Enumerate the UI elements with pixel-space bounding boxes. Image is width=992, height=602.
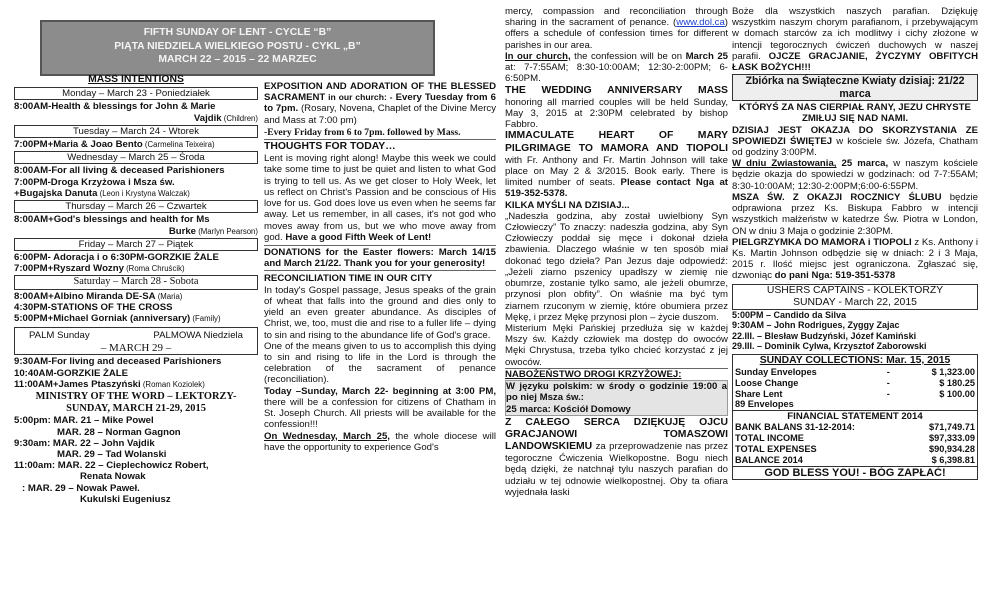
collection-cell: $ 180.25 <box>939 377 975 388</box>
ministry-line: 9:30am: MAR. 22 – John Vajdik <box>14 437 155 449</box>
collection-cell: - <box>886 377 890 388</box>
confession-today-text: w kościele św. Józefa, Chatham od godziny 3:00PM. <box>732 135 978 158</box>
intention-text: 8:00AM-Health & blessings for John & Marie <box>14 101 216 113</box>
ushers-box <box>732 284 978 310</box>
stations-line2: 25 marca: Kościół Domowy <box>506 403 631 415</box>
intention-line <box>14 177 258 188</box>
collection-cell: 89 Envelopes <box>735 399 794 410</box>
intention-text: +Bugajska Danuta <box>14 187 98 199</box>
ushers-list <box>732 310 978 352</box>
intention-text: 4:30PM-STATIONS OF THE CROSS <box>14 301 173 313</box>
wedding-block <box>505 85 728 131</box>
collection-cell: $ 100.00 <box>939 388 975 399</box>
intention-line <box>14 188 258 199</box>
mass-intentions-title: MASS INTENTIONS <box>88 74 184 85</box>
intention-text: 7:00PM+Maria & Joao Bento <box>14 139 143 151</box>
palm-date: – MARCH 29 – <box>100 341 172 354</box>
financial-cell: $ 6,398.81 <box>931 454 975 465</box>
ministry-line: Kukulski Eugeniusz <box>80 493 171 505</box>
reconciliation-p3-bold: Today –Sunday, March 22- beginning at 3:00 PM, <box>264 385 496 397</box>
thoughts-text <box>264 153 496 243</box>
anniversary-mass-title: MSZA ŚW. Z OKAZJI ROCZNICY ŚLUBU <box>732 191 942 203</box>
reconciliation-p3 <box>264 386 496 431</box>
header-line1: FIFTH SUNDAY OF LENT - CYCLE “B” <box>143 27 332 38</box>
thoughts-title: THOUGHTS FOR TODAY… <box>264 139 496 153</box>
intention-text: Burke <box>168 225 197 237</box>
exposition-in: in our church: - <box>325 92 393 103</box>
reconciliation-p4-date: On Wednesday, March 25, <box>264 430 390 442</box>
intention-sponsor: (Family) <box>190 314 221 324</box>
intention-text: 8:00AM+God's blessings and health for Ms <box>14 214 210 226</box>
day-header: Thursday – March 26 – Czwartek <box>14 200 258 213</box>
mass-intentions-column <box>14 18 258 505</box>
collection-row <box>733 389 977 400</box>
header-line2: PIĄTA NIEDZIELA WIELKIEGO POSTU - CYKL „B” <box>114 40 361 52</box>
reconciliation-p3-text: there will be a confession for citizens of Chatham in St. Joseph Church. All priests will be available for the confession!!! <box>264 396 496 431</box>
intention-text: 6:00PM- Adoracja i o 6:30PM-GORZKIE ŻALE <box>14 252 219 264</box>
intention-line <box>14 214 258 225</box>
confession-today-bold: DZISIAJ JEST OKAZJA DO SKORZYSTANIA ZE SPOWIEDZI ŚWIĘTEJ <box>732 124 978 147</box>
financial-cell: $90,934.28 <box>929 443 975 454</box>
column-four <box>732 6 978 481</box>
header-line3: MARCH 22 – 2015 – 22 MARZEC <box>158 54 317 66</box>
collections-table <box>733 367 977 410</box>
blessing: GOD BLESS YOU! - BÓG ZAPŁAĆ! <box>733 466 977 480</box>
stations-title: NABOŻEŃSTWO DROGI KRZYŻOWEJ: <box>505 368 728 380</box>
collection-cell: - <box>886 367 890 378</box>
day-header: Friday – March 27 – Piątek <box>14 238 258 251</box>
thanks-text: za przeprowadzenie nas przez tegoroczne Ćwiczenia Wielkopostne. Bogu niech będą dzięki, że natchnął tylu naszych parafian do udziału w tej odnowie wielkopostnej. Oby ta ofiara wyjednała łaski <box>505 441 728 498</box>
collections-box <box>732 354 978 480</box>
intention-text: 7:00PM-Droga Krzyżowa i Msza św. <box>14 176 175 188</box>
ministry-line: : MAR. 29 – Nowak Paweł. <box>22 482 140 494</box>
church-confession-times: at: 7-7:55AM; 8:30-10:00AM; 12:30-2:00PM; 6-6:50PM. <box>505 62 728 85</box>
kilka-title: KILKA MYŚLI NA DZISIAJ... <box>505 199 630 211</box>
intention-line <box>14 113 258 124</box>
ktory-line: KTÓRYŚ ZA NAS CIERPIAŁ RANY, JEZU CHRYSTE ZMIŁUJ SIĘ NAD NAMI. <box>739 102 971 125</box>
ministry-line: MAR. 28 – Norman Gagnon <box>57 426 181 438</box>
intention-sponsor: (Roma Chruścik) <box>123 264 185 274</box>
intention-text: 8:00AM+Albino Miranda DE-SA <box>14 290 156 302</box>
ministry-title: MINISTRY OF THE WORD – LEKTORZY- <box>35 391 237 403</box>
confession-cont <box>505 6 728 51</box>
usher-line: 5:00PM – Candido da Silva <box>732 309 847 320</box>
palm-sunday-box <box>14 327 258 355</box>
financial-cell: BALANCE 2014 <box>735 454 803 465</box>
exposition-title: EXPOSITION AND ADORATION OF THE BLESSED SACRAMENT <box>264 81 496 104</box>
intention-line <box>14 139 258 150</box>
kilka-p1: „Nadeszła godzina, aby został uwielbiony Syn Człowieczy” To znaczy: nadeszła godzina, aby Syn Człowieczy poddał się męce i dokonał dzieła zbawienia. Dlaczego właśnie w ten sposób miał dokonać tego dzieła? Pan Jezus daje odpowiedź: „Jeżeli ziarno pszenicy upadłszy w ziemię nie obumrze, zostanie tylko samo, ale jeżeli obumrze, przynosi plon obfity”. On właśnie ma być tym ziarnem rzuconym w ziemię, które obumiera przez Mękę, i przez Mękę przynosi plon – życie duszom. <box>505 210 728 323</box>
ushers-date: SUNDAY - March 22, 2015 <box>793 296 917 308</box>
annunciation-date: 25 marca, <box>836 158 889 170</box>
day-header: Saturday – March 28 - Sobota <box>14 275 258 289</box>
pilgrimage-text: with Fr. Anthony and Fr. Martin Johnson will take place on May 2 & 3/2015. Book early. There is limited number of seats. <box>505 154 728 189</box>
intention-line <box>14 313 258 324</box>
financial-row <box>733 444 977 455</box>
ministry-line: MAR. 29 – Tad Wolanski <box>57 449 167 461</box>
ministry-line: 5:00pm: MAR. 21 – Mike Powel <box>14 415 154 427</box>
kilka-p2: Misterium Męki Pańskiej przedłuża się w każdej Mszy św. Każdy człowiek ma dostęp do owoców Męki Chrystusa, trzeba tylko chcieć korzystać z jej owoców. <box>505 322 728 368</box>
financial-table <box>733 422 977 465</box>
collection-cell <box>882 399 894 410</box>
church-confession-lead: In our church, <box>505 50 571 62</box>
wedding-title: THE WEDDING ANNIVERSARY MASS <box>505 84 728 96</box>
intention-line <box>14 252 258 263</box>
collection-row <box>733 367 977 378</box>
palm-lines <box>14 356 258 390</box>
pilgrimage-title: IMMACULATE HEART OF MARY PILGRIMAGE TO MAMORA AND TIOPOLI <box>505 130 728 154</box>
annunciation-lead: W dniu Zwiastowania, <box>732 158 837 170</box>
financial-row <box>733 455 977 466</box>
collection-cell: Sunday Envelopes <box>735 367 817 378</box>
confession-cont-text2: ) offers a schedule of confession times for different parishes in our area. <box>505 17 728 51</box>
pilgrimage-block <box>505 130 728 199</box>
intention-sponsor: (Marlyn Pearson) <box>196 226 258 236</box>
church-confession-text: the confession will be on <box>570 50 686 62</box>
intention-line <box>14 226 258 237</box>
palm-line <box>14 356 258 367</box>
intention-text: 5:00PM+Michael Gorniak (anniversary) <box>14 313 191 325</box>
annunciation-text: w naszym kościele będzie okazja do spowiedzi w godzinach: od 7-7:55AM; 8:30-10:00AM; 12:30-2:00PM;6:00-6:55PM. <box>732 158 978 192</box>
pilgrimage-pl-text: z Ks. Anthony i Ks. Martin Johnson odbędzie się w dniach: 2 i 3 Maja, 2015 r. Ilość miejsc jest ograniczona. Zgłaszać się, dzwoniąc <box>732 236 978 282</box>
financial-title: FINANCIAL STATEMENT 2014 <box>733 410 977 422</box>
palm-text: 11:00AM+James Ptaszyński <box>14 378 141 390</box>
day-header: Wednesday – March 25 – Środa <box>14 151 258 164</box>
anniversary-mass <box>732 192 978 237</box>
intention-sponsor: (Leon i Krystyna Walczak) <box>97 188 190 198</box>
usher-line: 22.III. – Blesław Budzyński, Józef Kamiński <box>732 330 917 341</box>
diocese-link[interactable]: www.dol.ca <box>676 17 725 29</box>
day-header: Tuesday – March 24 - Wtorek <box>14 125 258 138</box>
confession-cont-text: mercy, compassion and reconciliation through sharing in the sacrament of penance. ( <box>505 6 728 29</box>
collection-cell <box>894 399 977 410</box>
intention-line <box>14 165 258 176</box>
palm-right: PALMOWA Niedziela <box>153 330 243 342</box>
column-three <box>505 6 728 498</box>
exposition-friday: -Every Friday from 6 to 7pm. followed by Mass. <box>264 126 461 138</box>
palm-line <box>14 368 258 379</box>
intention-line <box>14 263 258 274</box>
intention-line <box>14 302 258 313</box>
thanks-block <box>505 417 728 498</box>
exposition-tuesday-detail: (Rosary, Novena, Chaplet of the Divine Mercy and Mass at 7:00 pm) <box>264 103 496 126</box>
thoughts-bold: Have a good Fifth Week of Lent! <box>285 231 432 243</box>
ministry-line: 11:00am: MAR. 22 – Cieplechowicz Robert, <box>14 460 209 472</box>
collection-cell: - <box>886 388 890 399</box>
exposition-tuesday: Every Tuesday from 6 to 7pm. <box>264 92 496 115</box>
palm-text: 10:40AM-GORZKIE ŻALE <box>14 367 129 379</box>
confession-today <box>732 125 978 159</box>
donations: DONATIONS for the Easter flowers: March 14/15 and March 21/22. Thank you for your generosity! <box>264 245 496 271</box>
reconciliation-p4-text: the whole diocese will have the opportunity to experience God's <box>264 430 496 453</box>
palm-text: 9:30AM-For living and deceased Parishioners <box>14 356 222 368</box>
stations-box <box>505 380 728 416</box>
financial-cell: $97,333.09 <box>929 433 975 444</box>
gratitude-text: Boże dla wszystkich naszych parafian. Dziękuję wszystkim naszym chorym parafianom, i przebywającym w domach starców za ich modlitwy i cichy złożone w intencji tegorocznych ćwiczeń duchowych w naszej parafii. <box>732 6 978 62</box>
gratitude-bold: OJCZE GRACJANIE, ŻYCZYMY OBFITYCH ŁASK BOŻYCH!!! <box>732 50 978 74</box>
intention-sponsor: (Maria) <box>155 291 183 301</box>
wedding-text: honoring all married couples will be held Sunday, May 3, 2015 at 2:30PM celebrated by bishop Fabbro. <box>505 96 728 131</box>
financial-cell: $71,749.71 <box>929 422 975 433</box>
financial-row <box>733 422 977 433</box>
thanks-title: Z CAŁEGO SERCA DZIĘKUJĘ OJCU GRACJANOWI TOMASZOWI LANDOWSKIEMU <box>505 416 728 453</box>
palm-line <box>14 379 258 390</box>
collection-cell: Share Lent <box>735 388 783 399</box>
financial-cell: TOTAL EXPENSES <box>735 443 817 454</box>
anniversary-mass-text: będzie odprawiona przez Ks. Biskupa Fabbro w intencji wszystkich małżeństw w katedrze Św. Piotra w London, ON w dniu 3 Maja o godzinie 2:30PM. <box>732 191 978 237</box>
mass-days <box>14 87 258 324</box>
collections-title: SUNDAY COLLECTIONS: Mar. 15, 2015 <box>759 355 951 366</box>
reconciliation-title: RECONCILIATION TIME IN OUR CITY <box>264 273 433 285</box>
column-two <box>264 80 496 453</box>
usher-line: 29.III. – Dominik Cylwa, Krzysztof Zaborowski <box>732 341 927 352</box>
day-header: Monday – March 23 - Poniedziałek <box>14 87 258 100</box>
gratitude-block <box>732 6 978 73</box>
flowers-collection: Zbiórka na Świąteczne Kwiaty dzisiaj: 21/22 marca <box>732 74 978 101</box>
financial-row <box>733 433 977 444</box>
collection-row <box>733 378 977 389</box>
reconciliation-p1: In today's Gospel passage, Jesus speaks of the grain of wheat that falls into the ground and dies only to yield an even greater abundance. As disciples of Christ, we, too, must die and rise to a fuller life – dying to sin and rising to the abundance life of God's grace. <box>264 284 496 341</box>
church-confession <box>505 51 728 85</box>
collection-cell: $ 1,323.00 <box>931 367 975 378</box>
intention-text: Vajdik <box>193 112 222 124</box>
pilgrimage-pl-contact: do pani Nga: 519-351-5378 <box>774 270 896 282</box>
usher-line: 9:30AM – John Rodrigues, Zyggy Zajac <box>732 320 900 331</box>
annunciation <box>732 158 978 192</box>
pilgrimage-pl <box>732 237 978 282</box>
church-confession-date: March 25 <box>685 50 728 62</box>
intention-line <box>14 101 258 112</box>
palm-left: PALM Sunday <box>29 330 90 342</box>
financial-cell: TOTAL INCOME <box>735 433 804 444</box>
intention-sponsor: (Children) <box>221 113 258 123</box>
intention-text: 7:00PM+Ryszard Wozny <box>14 263 124 275</box>
pilgrimage-pl-title: PIELGRZYMKA DO MAMORA i TIOPOLI <box>732 236 912 248</box>
ushers-title: USHERS CAPTAINS - KOLEKTORZY <box>766 284 944 296</box>
collection-cell: Loose Change <box>735 377 799 388</box>
ministry-lines <box>14 415 258 505</box>
exposition-block <box>264 81 496 126</box>
reconciliation-p4 <box>264 431 496 453</box>
reconciliation-p2: One of the means given to us to accomplish this dying to sin and rising to life in the Lord is through the celebration of the sacrament of penance (reconciliation). <box>264 340 496 386</box>
intention-line <box>14 291 258 302</box>
thoughts-body: Lent is moving right along! Maybe this week we could take some time to just be quiet and listen to what God is trying to tell us. As we get closer to Holy Week, let us reflect on Christ's Passion and be conscious of His love for us. God does love us even when he seems far away. Let us remember, in all cases, it's not god who moves away from us, but we who move away from god. <box>264 153 496 243</box>
stations-line1: W języku polskim: w środy o godzinie 19:00 a po niej Msza św.: <box>506 381 727 404</box>
palm-sponsor: (Roman Koziolek) <box>140 379 205 389</box>
ministry-subtitle: SUNDAY, MARCH 21-29, 2015 <box>66 403 206 415</box>
collection-row <box>733 399 977 410</box>
intention-text: 8:00AM-For all living & deceased Parishioners <box>14 165 225 177</box>
pilgrimage-contact: Please contact Nga at 519-352-5378. <box>505 177 728 200</box>
ministry-line: Renata Nowak <box>80 471 146 483</box>
financial-cell: BANK BALANS 31-12-2014: <box>735 422 855 433</box>
intention-sponsor: (Carmelina Teixeira) <box>142 140 215 150</box>
